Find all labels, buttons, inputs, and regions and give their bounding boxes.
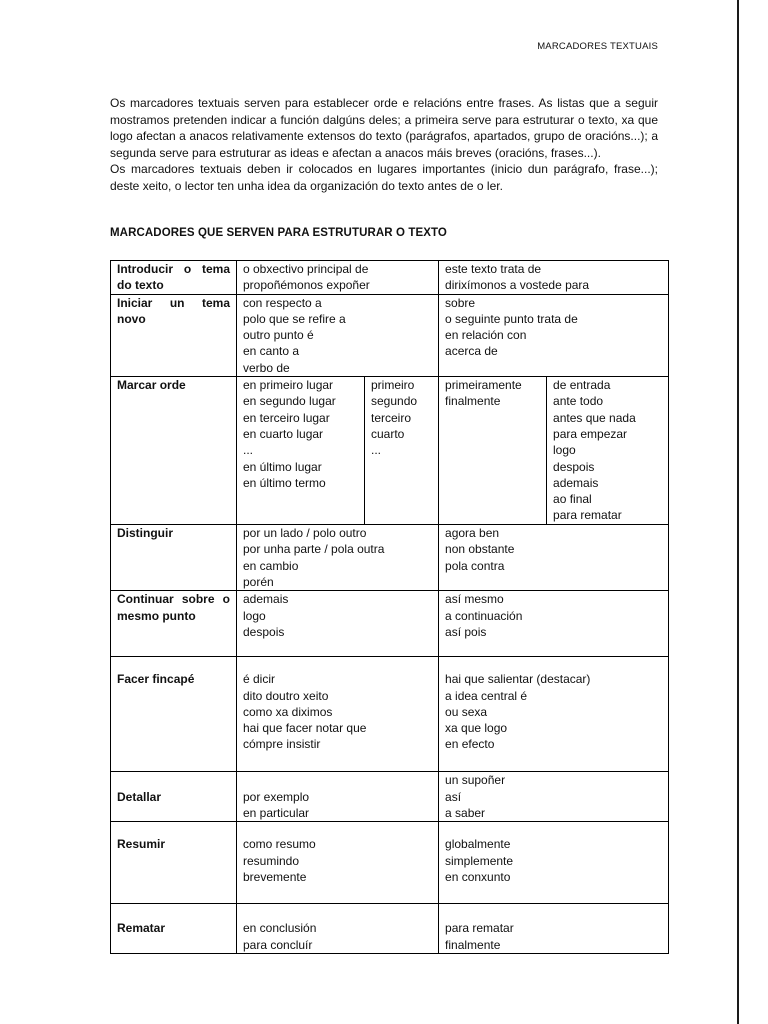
table-row-detallar [111,772,669,822]
markers-cell [237,525,439,591]
markers-cell [237,377,365,525]
markers-cell [439,822,669,904]
marker-item: ... [243,443,254,458]
marker-item: un supoñer [445,773,506,788]
marker-item: por un lado / polo outro [243,526,367,541]
marker-item: logo [243,608,266,623]
marker-item: dirixímonos a vostede para [445,278,590,293]
marker-item: para empezar [553,426,628,441]
markers-cell [237,904,439,954]
markers-cell [439,377,547,525]
marker-item: porén [243,574,274,589]
row-label: Facer fincapé [111,657,237,772]
markers-cell [237,822,439,904]
marker-item: con respecto a [243,295,322,310]
markers-cell [439,294,669,376]
marker-item: ou sexa [445,704,488,719]
marker-item: ademais [553,475,599,490]
table-row-iniciar [111,294,669,376]
markers-table [110,260,669,954]
marker-item: o seguinte punto trata de [445,311,578,326]
marker-item: o obxectivo principal de [243,262,369,276]
markers-cell [439,261,669,295]
marker-item: ademais [243,592,289,607]
marker-item: para rematar [445,921,514,936]
table-row-marcar-orde [111,377,669,525]
marker-item: para rematar [553,508,622,523]
markers-cell [237,591,439,657]
marker-item: a continuación [445,608,523,623]
markers-cell [365,377,439,525]
marker-item: ante todo [553,394,604,409]
marker-item: brevemente [243,869,307,884]
marker-item: en relación con [445,328,527,343]
marker-item: pola contra [445,558,505,573]
marker-item: en último lugar [243,459,322,474]
marker-item: este texto trata de [445,262,542,276]
markers-cell [547,377,669,525]
marker-item: por unha parte / pola outra [243,542,385,557]
marker-item: globalmente [445,837,511,852]
intro-text [110,95,658,195]
marker-item: hai que salientar (destacar) [445,672,591,687]
marker-item: despois [243,624,285,639]
page-edge [737,0,739,1024]
marker-item: en canto a [243,344,300,359]
marker-item: cómpre insistir [243,737,321,752]
markers-cell [439,772,669,822]
intro-paragraph-2: Os marcadores textuais deben ir colocados en lugares importantes (inicio dun parágrafo, frase...); deste xeito, o lector ten unha idea da organización do texto antes de o ler. [110,162,658,193]
marker-item: para concluír [243,937,313,952]
table-row-continuar [111,591,669,657]
row-label: Introducir o tema do texto [111,261,237,295]
marker-item: como xa diximos [243,704,333,719]
marker-item: cuarto [371,426,405,441]
marker-item: finalmente [445,937,501,952]
markers-cell [237,294,439,376]
marker-item: é dicir [243,672,276,687]
table-row-rematar [111,904,669,954]
marker-item: acerca de [445,344,498,359]
marker-item: despois [553,459,595,474]
marker-item: así [445,789,462,804]
marker-item: en segundo lugar [243,394,336,409]
marker-item: finalmente [445,394,501,409]
marker-item: así pois [445,624,487,639]
marker-item: segundo [371,394,418,409]
marker-item: sobre [445,295,476,310]
marker-item: terceiro [371,410,412,425]
marker-item: en cuarto lugar [243,426,324,441]
marker-item: dito doutro xeito [243,688,329,703]
marker-item: antes que nada [553,410,636,425]
markers-cell [237,657,439,772]
marker-item: en efecto [445,737,495,752]
marker-item: hai que facer notar que [243,721,367,736]
marker-item: a saber [445,805,486,820]
marker-item: a idea central é [445,688,528,703]
marker-item: ... [371,443,382,458]
marker-item: en último termo [243,475,326,490]
marker-item: primeiramente [445,378,522,393]
page-header: MARCADORES TEXTUAIS [537,41,658,52]
marker-item: en cambio [243,558,299,573]
row-label: Rematar [111,904,237,954]
row-label: Iniciar un tema novo [111,294,237,376]
row-label: Continuar sobre o mesmo punto [111,591,237,657]
marker-item: non obstante [445,542,515,557]
table-row-resumir [111,822,669,904]
marker-item: en conclusión [243,921,317,936]
table-row-fincape [111,657,669,772]
marker-item: en terceiro lugar [243,410,330,425]
marker-item: xa que logo [445,721,508,736]
marker-item: simplemente [445,853,514,868]
markers-cell [439,591,669,657]
marker-item: logo [553,443,576,458]
intro-paragraph-1: Os marcadores textuais serven para establecer orde e relacións entre frases. As listas que a seguir mostramos pretenden indicar a función dalgúns deles; a primeira serve para estruturar o texto, xa que logo afectan a anacos relativamente extensos do texto (parágrafos, apartados, grupo de oracións...); a segunda serve para estruturar as ideas e afectan a anacos máis breves (oracións, frases...). [110,96,658,160]
row-label: Resumir [111,822,237,904]
marker-item: como resumo [243,837,316,852]
markers-cell [237,772,439,822]
marker-item: primeiro [371,378,415,393]
marker-item: verbo de [243,360,290,375]
marker-item: ao final [553,492,592,507]
table-row-introducir [111,261,669,295]
marker-item: resumindo [243,853,300,868]
marker-item: así mesmo [445,592,504,607]
marker-item: propoñémonos expoñer [243,278,370,293]
table-row-distinguir [111,525,669,591]
section-title: MARCADORES QUE SERVEN PARA ESTRUTURAR O TEXTO [110,227,447,239]
row-label: Marcar orde [111,377,237,525]
marker-item: en conxunto [445,869,511,884]
markers-cell [439,657,669,772]
row-label: Distinguir [111,525,237,591]
row-label: Detallar [111,772,237,822]
marker-item: outro punto é [243,328,314,343]
markers-cell [237,261,439,295]
markers-cell [439,904,669,954]
marker-item: agora ben [445,526,500,541]
marker-item: en primeiro lugar [243,378,334,393]
marker-item: por exemplo [243,789,310,804]
marker-item: polo que se refire a [243,311,346,326]
marker-item: en particular [243,805,310,820]
markers-cell [439,525,669,591]
marker-item: de entrada [553,378,611,393]
